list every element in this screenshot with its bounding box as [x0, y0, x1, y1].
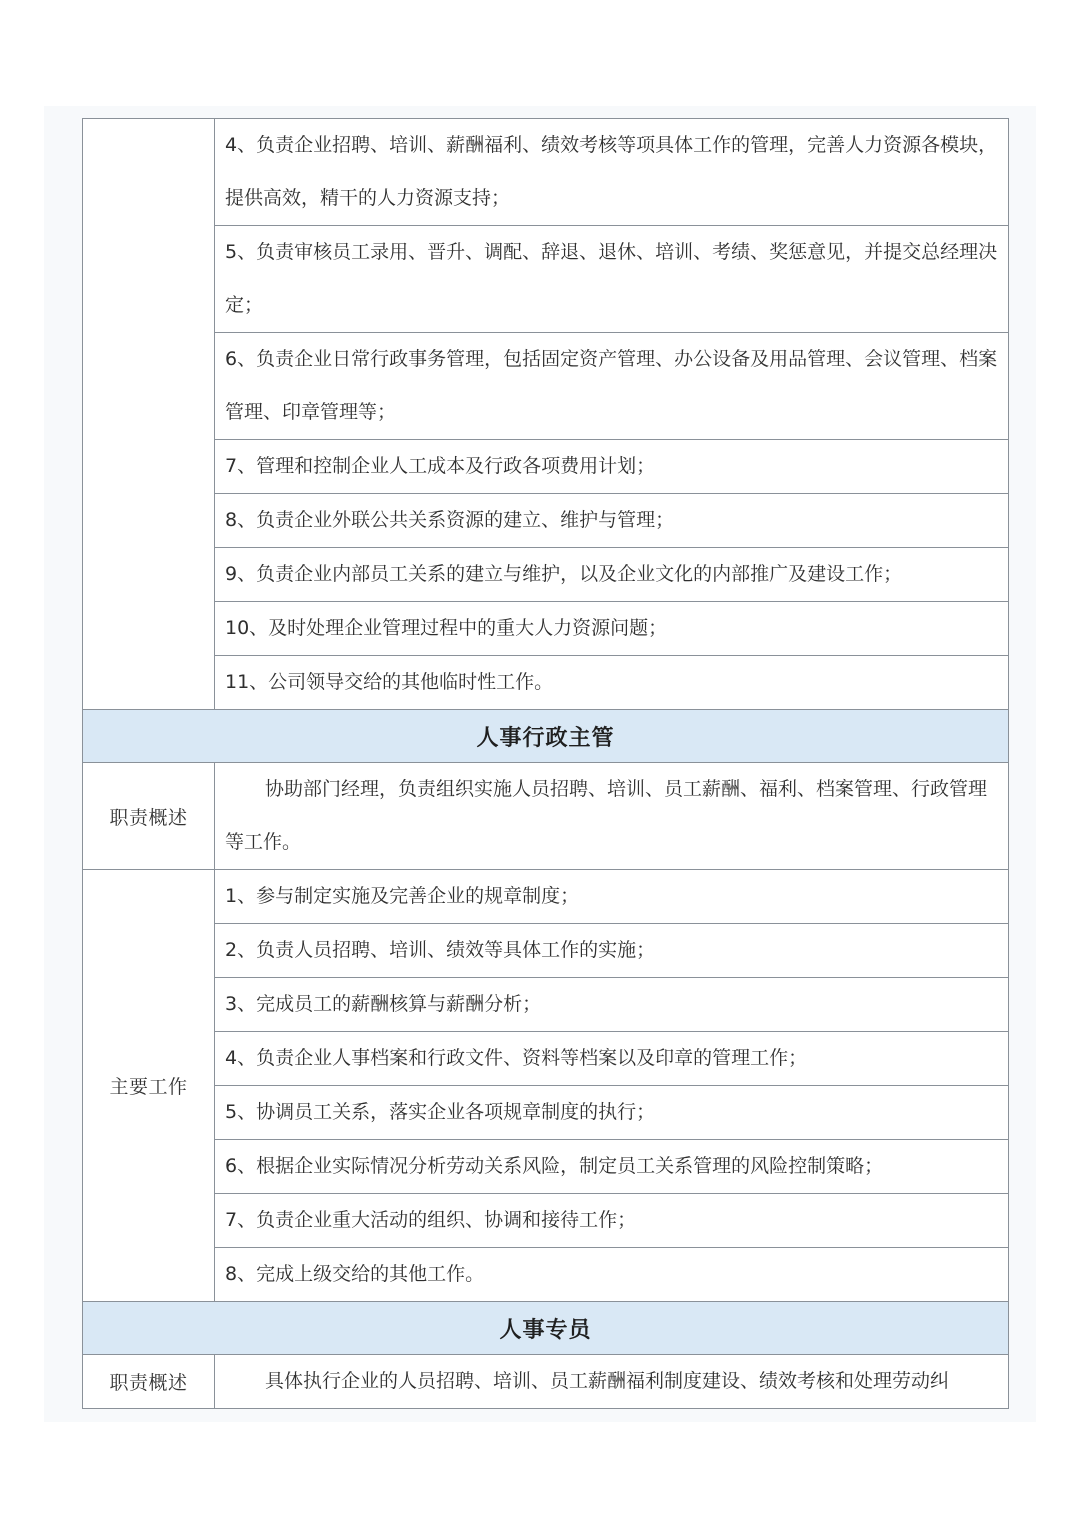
duty-item: 7、负责企业重大活动的组织、协调和接待工作；	[215, 1194, 1009, 1248]
table-row	[83, 548, 1009, 602]
section-header-row	[83, 710, 1009, 763]
duty-item: 11、公司领导交给的其他临时性工作。	[215, 656, 1009, 710]
table-row	[83, 1086, 1009, 1140]
table-row	[83, 763, 1009, 870]
table-row	[83, 1248, 1009, 1302]
main-work-label: 主要工作	[83, 870, 215, 1302]
duty-item: 4、负责企业人事档案和行政文件、资料等档案以及印章的管理工作；	[215, 1032, 1009, 1086]
duty-item: 8、完成上级交给的其他工作。	[215, 1248, 1009, 1302]
duty-item: 3、完成员工的薪酬核算与薪酬分析；	[215, 978, 1009, 1032]
duty-item: 8、负责企业外联公共关系资源的建立、维护与管理；	[215, 494, 1009, 548]
duty-item: 6、根据企业实际情况分析劳动关系风险，制定员工关系管理的风险控制策略；	[215, 1140, 1009, 1194]
duty-item: 1、参与制定实施及完善企业的规章制度；	[215, 870, 1009, 924]
table-row	[83, 924, 1009, 978]
table-row	[83, 870, 1009, 924]
table-row	[83, 119, 1009, 226]
summary-text: 协助部门经理，负责组织实施人员招聘、培训、员工薪酬、福利、档案管理、行政管理等工作。	[215, 763, 1009, 870]
table-row	[83, 440, 1009, 494]
table-row	[83, 1032, 1009, 1086]
table-row	[83, 494, 1009, 548]
table-row	[83, 333, 1009, 440]
job-duty-table	[82, 118, 1009, 1409]
duty-item: 9、负责企业内部员工关系的建立与维护，以及企业文化的内部推广及建设工作；	[215, 548, 1009, 602]
summary-text: 具体执行企业的人员招聘、培训、员工薪酬福利制度建设、绩效考核和处理劳动纠	[215, 1355, 1009, 1409]
duty-item: 6、负责企业日常行政事务管理，包括固定资产管理、办公设备及用品管理、会议管理、档案管理、印章管理等；	[215, 333, 1009, 440]
section-title-supervisor: 人事行政主管	[83, 710, 1009, 763]
duty-item: 5、负责审核员工录用、晋升、调配、辞退、退休、培训、考绩、奖惩意见，并提交总经理决定；	[215, 226, 1009, 333]
summary-label: 职责概述	[83, 763, 215, 870]
table-row	[83, 978, 1009, 1032]
table-row	[83, 1140, 1009, 1194]
table-row	[83, 226, 1009, 333]
table-row	[83, 602, 1009, 656]
table-row	[83, 1355, 1009, 1409]
section-header-row	[83, 1302, 1009, 1355]
duty-item: 2、负责人员招聘、培训、绩效等具体工作的实施；	[215, 924, 1009, 978]
duty-item: 7、管理和控制企业人工成本及行政各项费用计划；	[215, 440, 1009, 494]
top-section-label-cell	[83, 119, 215, 710]
section-title-specialist: 人事专员	[83, 1302, 1009, 1355]
summary-label: 职责概述	[83, 1355, 215, 1409]
table-row	[83, 656, 1009, 710]
duty-item: 10、及时处理企业管理过程中的重大人力资源问题；	[215, 602, 1009, 656]
table-row	[83, 1194, 1009, 1248]
duty-item: 5、协调员工关系，落实企业各项规章制度的执行；	[215, 1086, 1009, 1140]
duty-item: 4、负责企业招聘、培训、薪酬福利、绩效考核等项具体工作的管理，完善人力资源各模块，提供高效，精干的人力资源支持；	[215, 119, 1009, 226]
